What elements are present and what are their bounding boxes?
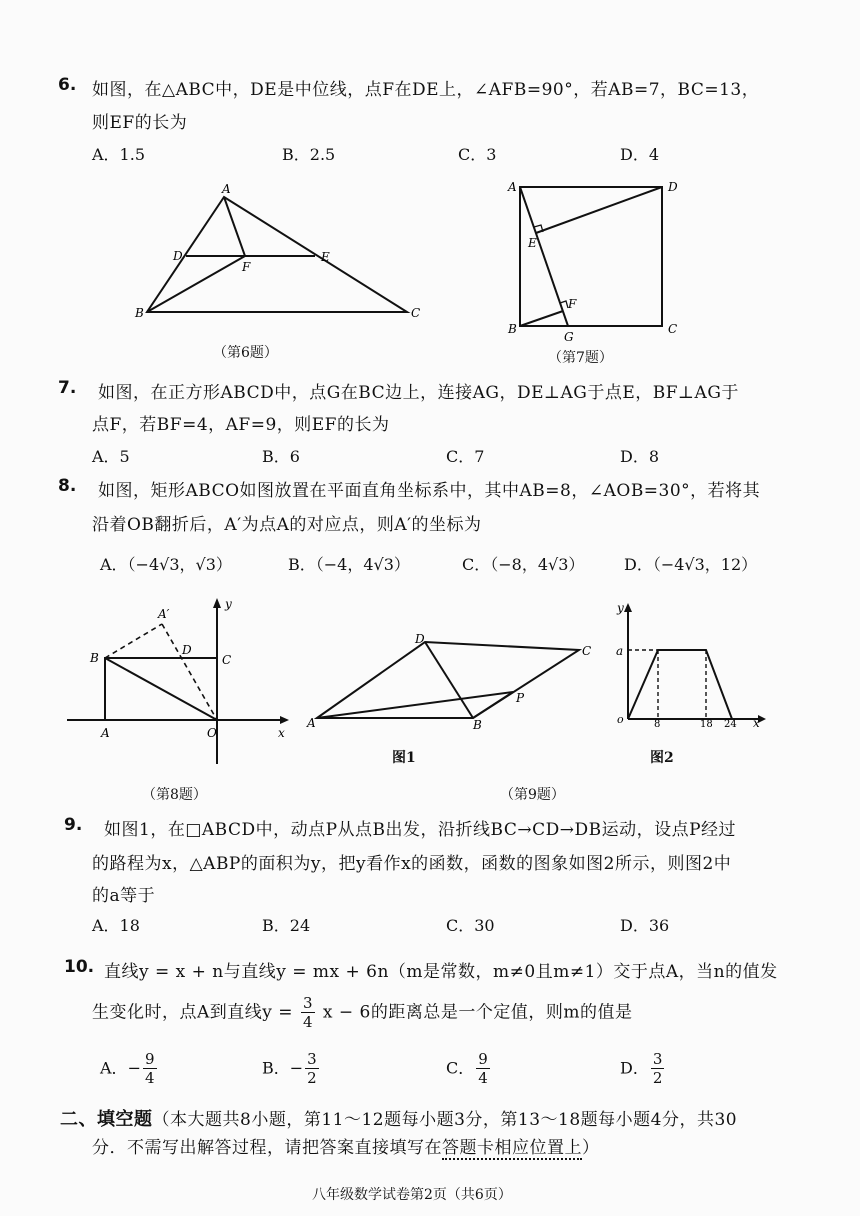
q7-number: 7. <box>58 378 77 398</box>
q9-text-line1: 如图1，在□ABCD中，动点P从点B出发，沿折线BC→CD→DB运动，设点P经过 <box>104 820 737 840</box>
q6-option-c: C．3 <box>458 145 497 164</box>
q8-diagonal-ob <box>105 658 217 720</box>
q9-graph-polyline <box>628 650 732 719</box>
q6-label-b: B <box>135 306 144 320</box>
q7-label-a: A <box>508 180 517 194</box>
q8-option-b: B．（−4，4√3） <box>288 555 410 574</box>
q9-label-a: A <box>307 716 316 730</box>
q9-segment-ap <box>317 692 513 718</box>
q7-option-c: C．7 <box>446 447 485 466</box>
q9-option-c: C．30 <box>446 916 495 935</box>
q6-figure <box>125 180 425 330</box>
q6-segment-af <box>224 197 245 256</box>
q10-fraction-3-4: $\frac{3}{4}$ <box>302 994 313 1031</box>
q9-graph-label-a: a <box>616 644 624 658</box>
q9-diagonal-db <box>425 642 473 718</box>
q6-text-line2: 则EF的长为 <box>92 113 188 133</box>
q6-label-e: E <box>321 250 330 264</box>
q6-caption: （第6题） <box>213 345 278 361</box>
q9-number: 9. <box>64 815 83 835</box>
q6-number: 6. <box>58 75 77 95</box>
q6-triangle-abc <box>147 197 407 312</box>
q7-label-e: E <box>528 236 537 250</box>
q9-graph-label-x: x <box>753 716 760 730</box>
q10-text-line2-end: x − 6的距离总是一个定值，则m的值是 <box>322 1002 633 1023</box>
q6-option-d: D．4 <box>620 145 660 164</box>
q8-figure <box>65 596 295 771</box>
q9-graph-tick-8: 8 <box>654 719 661 730</box>
q10-number: 10. <box>64 957 95 977</box>
q10-text-line1: 直线y = x + n与直线y = mx + 6n（m是常数，m≠0且m≠1）交于点A，当n的值发 <box>104 962 778 982</box>
q7-text-line1: 如图，在正方形ABCD中，点G在BC边上，连接AG，DE⊥AG于点E，BF⊥AG于 <box>98 383 739 403</box>
q7-option-d: D．8 <box>620 447 660 466</box>
section2-line1 <box>60 1105 737 1131</box>
q8-label-o: O <box>207 726 217 740</box>
q9-figure2-caption: 图2 <box>650 750 674 766</box>
q7-caption: （第7题） <box>548 350 613 366</box>
q8-dashed-ba <box>105 624 162 658</box>
q8-label-d: D <box>182 643 192 657</box>
q8-label-c: C <box>222 653 232 667</box>
q8-number: 8. <box>58 476 77 496</box>
q10-option-b: B．− $\frac{3}{2}$ <box>262 1050 317 1087</box>
q9-option-a: A．18 <box>92 916 140 935</box>
q8-label-x: x <box>278 726 285 740</box>
q9-label-d: D <box>415 632 425 646</box>
q10-text-line2 <box>92 996 632 1030</box>
q10-option-d: D． $\frac{3}{2}$ <box>620 1050 663 1087</box>
q9-graph-tick-24: 24 <box>724 719 737 730</box>
q9-text-line3: 的a等于 <box>92 886 156 906</box>
q9-figure1-caption: 图1 <box>392 750 416 766</box>
q7-segment-bf <box>520 311 563 326</box>
q6-option-a: A．1.5 <box>92 145 146 164</box>
q7-label-g: G <box>564 330 574 344</box>
q10-option-a: A．− $\frac{9}{4}$ <box>100 1050 155 1087</box>
q9-option-b: B．24 <box>262 916 311 935</box>
q8-text-line2: 沿着OB翻折后，A′为点A的对应点，则A′的坐标为 <box>92 515 482 535</box>
q9-option-d: D．36 <box>620 916 670 935</box>
q9-graph-tick-18: 18 <box>700 719 713 730</box>
q7-label-c: C <box>668 322 678 336</box>
section2-instructions-1: （本大题共8小题，第11～12题每小题3分，第13～18题每小题4分，共30 <box>152 1110 738 1130</box>
q9-text-line2: 的路程为x，△ABP的面积为y，把y看作x的函数，函数的图象如图2所示，则图2中 <box>92 854 732 874</box>
q9-figure2-graph <box>610 598 770 733</box>
q8-label-aprime: A′ <box>158 607 170 621</box>
q7-label-d: D <box>668 180 678 194</box>
q10-text-line2-start: 生变化时，点A到直线y = <box>92 1002 294 1023</box>
q6-label-c: C <box>411 306 421 320</box>
q6-label-f: F <box>242 260 251 274</box>
q6-option-b: B．2.5 <box>282 145 336 164</box>
q7-option-a: A．5 <box>92 447 130 466</box>
q8-label-y: y <box>225 597 232 611</box>
q6-label-a: A <box>222 182 231 196</box>
q7-figure <box>500 175 700 345</box>
q6-text-line1: 如图，在△ABC中，DE是中位线，点F在DE上，∠AFB=90°，若AB=7，BC=13， <box>92 80 760 100</box>
q7-option-b: B．6 <box>262 447 300 466</box>
q9-label-c: C <box>582 644 592 658</box>
q8-option-c: C．（−8，4√3） <box>462 555 585 574</box>
q8-option-a: A．（−4√3，√3） <box>100 555 232 574</box>
q9-caption: （第9题） <box>500 787 565 803</box>
q6-label-d: D <box>173 249 183 263</box>
q9-label-b: B <box>473 718 482 730</box>
q10-option-c: C． $\frac{9}{4}$ <box>446 1050 488 1087</box>
q9-label-p: P <box>516 691 525 705</box>
q9-graph-label-y: y <box>617 601 624 615</box>
q8-text-line1: 如图，矩形ABCO如图放置在平面直角坐标系中，其中AB=8，∠AOB=30°，若将其 <box>98 481 761 501</box>
q8-label-b: B <box>90 651 99 665</box>
q8-label-a: A <box>101 726 110 740</box>
q7-square-abcd <box>520 187 662 326</box>
section2-line2: 分．不需写出解答过程，请把答案直接填写在答题卡相应位置上） <box>92 1138 600 1158</box>
page-footer: 八年级数学试卷第2页（共6页） <box>312 1187 512 1203</box>
q7-label-b: B <box>508 322 517 336</box>
q7-label-f: F <box>568 297 577 311</box>
q8-caption: （第8题） <box>142 787 207 803</box>
q8-option-d: D．（−4√3，12） <box>624 555 758 574</box>
answer-sheet-emphasis: 答题卡相应位置上 <box>442 1138 582 1158</box>
q7-segment-de <box>536 187 662 233</box>
q9-graph-label-o: o <box>617 713 624 726</box>
q9-figure1 <box>305 630 605 730</box>
section2-heading: 二、填空题 <box>60 1109 153 1130</box>
q7-segment-ag <box>520 187 568 326</box>
q6-segment-bf <box>147 256 245 312</box>
q7-text-line2: 点F，若BF=4，AF=9，则EF的长为 <box>92 415 390 435</box>
